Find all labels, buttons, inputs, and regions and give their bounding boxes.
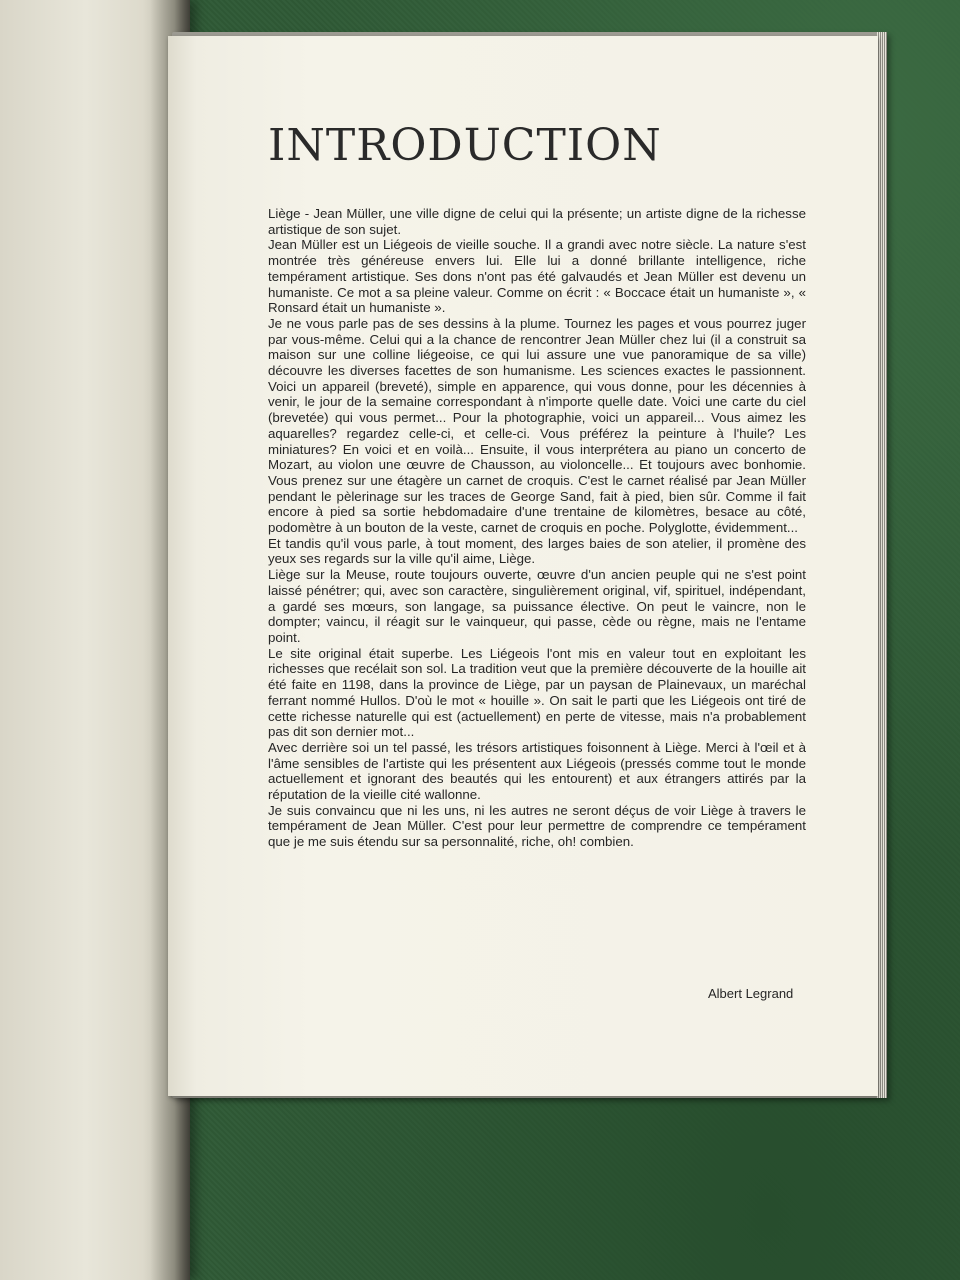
book-page — [168, 36, 878, 1096]
paragraph: Avec derrière soi un tel passé, les trésors artistiques foisonnent à Liège. Merci à l'œil et à l'âme sensibles de l'artiste qui les présentent aux Liégeois (pressés comme tout le monde actuellement et ignorant des beautés qui les entourent) et aux étrangers attirés par la réputation de la vieille cité wallonne. — [268, 739, 806, 803]
paragraph: Liège sur la Meuse, route toujours ouverte, œuvre d'un ancien peuple qui ne s'est point laissé pénétrer; qui, avec son caractère, singulièrement original, vif, spirituel, indépendant, a gardé ses mœurs, son langage, sa puissance élective. On peut le vaincre, non le dompter; vaincu, il réagit sur le vainqueur, qui passe, cède ou règne, mais ne l'entame point. — [268, 567, 806, 645]
introduction-text — [268, 206, 806, 850]
paragraph: Liège - Jean Müller, une ville digne de celui qui la présente; un artiste digne de la richesse artistique de son sujet. — [268, 206, 806, 237]
paragraph: Jean Müller est un Liégeois de vieille souche. Il a grandi avec notre siècle. La nature s'est montrée très généreuse envers lui. Elle lui a donné brillante intelligence, riche tempérament artistique. Ses dons n'ont pas été galvaudés et Jean Müller est devenu un humaniste. Ce mot a sa pleine valeur. Comme on écrit : « Boccace était un humaniste », « Ronsard était un humaniste ». — [268, 237, 806, 316]
paragraph: Le site original était superbe. Les Liégeois l'ont mis en valeur tout en exploitant les richesses que recélait son sol. La tradition veut que la première découverte de la houille ait été faite en 1198, dans la province de Liège, par un paysan de Plainevaux, un maréchal ferrant nommé Hullos. D'où le mot « houille ». On sait le parti que les Liégeois ont tiré de cette richesse naturelle qui est (actuellement) en perte de vitesse, mais n'a probablement pas dit son dernier mot... — [268, 645, 806, 740]
paragraph: Je ne vous parle pas de ses dessins à la plume. Tournez les pages et vous pourrez juger par vous-même. Celui qui a la chance de rencontrer Jean Müller chez lui (il a construit sa maison sur une colline liégeoise, ce qui lui assure une vue panoramique de sa ville) découvre les diverses facettes de son humanisme. Les sciences exactes le passionnent. Voici un appareil (breveté), simple en apparence, qui vous donne, pour les décennies à venir, le jour de la semaine correspondant à n'importe quelle date. Voici une carte du ciel (brevetée) qui vous permet... Pour la photographie, voici un appareil... Vous aimez les aquarelles? regardez celle-ci, et celle-ci. Vous préférez la peinture à l'huile? Les miniatures? En voici et en voilà... Ensuite, il vous interprétera au piano un concerto de Mozart, au violon une œuvre de Chausson, au violoncelle... Et toujours avec bonhomie. Vous prenez sur une étagère un carnet de croquis. C'est le carnet réalisé par Jean Müller pendant le pèlerinage sur les traces de George Sand, fait à pied, bien sûr. Comme il fait encore à pied sa sortie hebdomadaire d'une trentaine de kilomètres, besace au côté, podomètre à un bouton de la veste, carnet de croquis en poche. Polyglotte, évidemment... — [268, 315, 806, 536]
paragraph: Et tandis qu'il vous parle, à tout moment, des larges baies de son atelier, il promène des yeux ses regards sur la ville qu'il aime, Liège. — [268, 535, 806, 567]
left-page-edge — [0, 0, 190, 1280]
page-stack-edges — [877, 32, 887, 1098]
page-title: INTRODUCTION — [268, 120, 662, 171]
paragraph: Je suis convaincu que ni les uns, ni les autres ne seront déçus de voir Liège à travers le tempérament de Jean Müller. C'est pour leur permettre de comprendre ce tempérament que je me suis étendu sur sa personnalité, riche, oh! combien. — [268, 802, 806, 850]
author-signature: Albert Legrand — [708, 986, 794, 1001]
